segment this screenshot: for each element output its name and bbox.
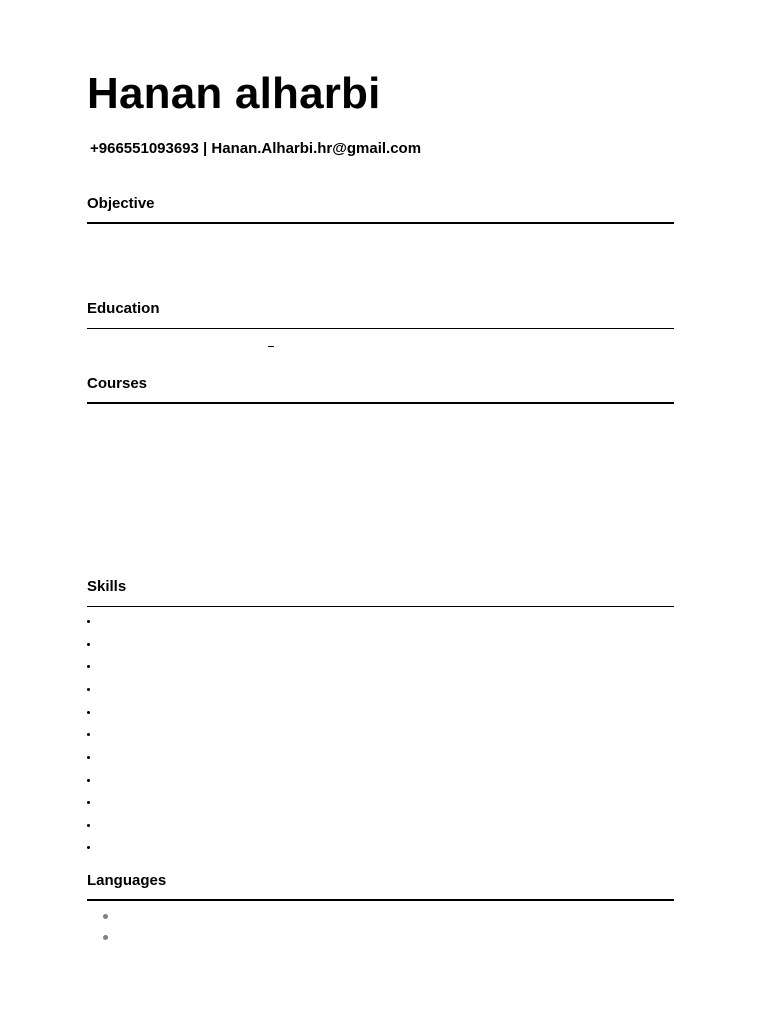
skill-bullet <box>87 824 90 827</box>
section-title-courses: Courses <box>87 375 148 392</box>
section-title-languages: Languages <box>87 872 167 889</box>
skill-bullet <box>87 779 90 782</box>
section-title-objective: Objective <box>87 195 155 212</box>
skill-bullet <box>87 846 90 849</box>
section-divider-education <box>87 328 674 329</box>
education-dash <box>268 346 274 347</box>
skill-bullet <box>87 711 90 714</box>
section-divider-courses <box>87 402 674 404</box>
language-bullet <box>103 914 108 919</box>
section-divider-objective <box>87 222 674 224</box>
skill-bullet <box>87 620 90 623</box>
skill-bullet <box>87 688 90 691</box>
resume-name: Hanan alharbi <box>87 69 381 118</box>
skill-bullet <box>87 665 90 668</box>
section-title-skills: Skills <box>87 578 127 595</box>
contact-line: +966551093693 | Hanan.Alharbi.hr@gmail.com <box>90 140 422 157</box>
section-title-education: Education <box>87 300 160 317</box>
skill-bullet <box>87 756 90 759</box>
section-divider-languages <box>87 899 674 901</box>
skill-bullet <box>87 733 90 736</box>
section-divider-skills <box>87 606 674 607</box>
skill-bullet <box>87 801 90 804</box>
skill-bullet <box>87 643 90 646</box>
language-bullet <box>103 935 108 940</box>
